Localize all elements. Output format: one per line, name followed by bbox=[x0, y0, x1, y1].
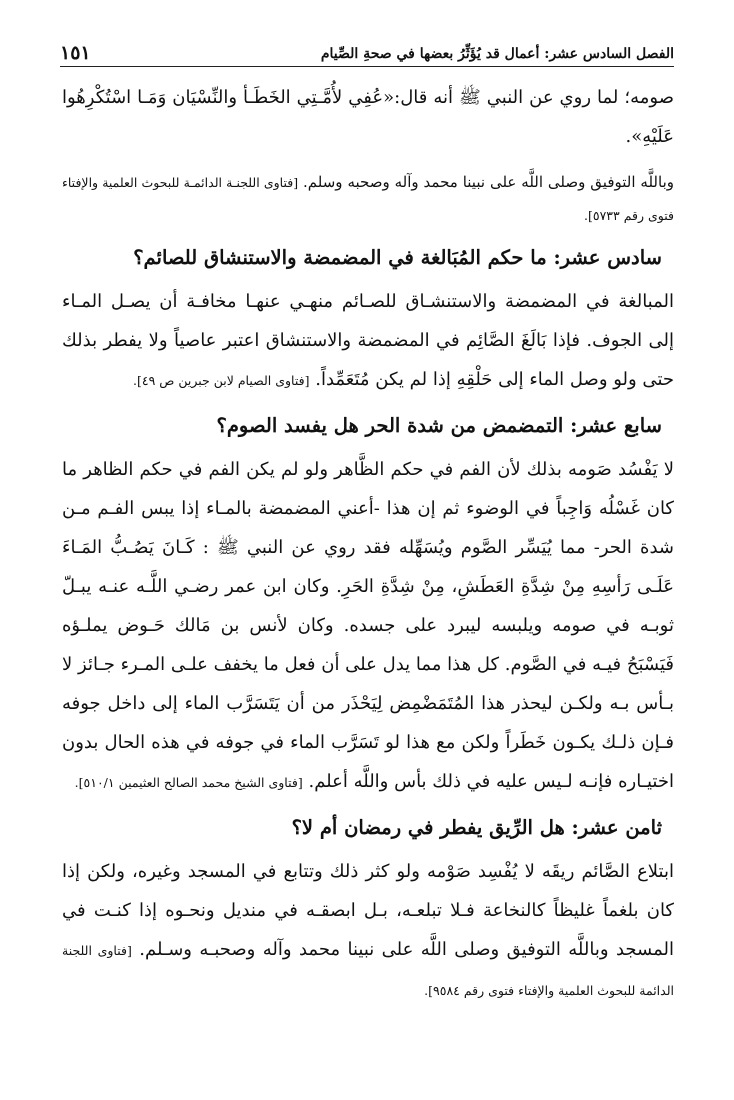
page-number: ١٥١ bbox=[60, 42, 91, 64]
paragraph-3-reference: [فتاوى الصيام لابن جبرين ص ٤٩]. bbox=[133, 373, 310, 388]
paragraph-5-reference: [فتاوى اللجنة الدائمة للبحوث العلمية والإفتاء فتوى رقم ٩٥٨٤]. bbox=[62, 943, 674, 998]
paragraph-2-reference: [فتاوى اللجنـة الدائمـة للبحوث العلمية والإفتاء فتوى رقم ٥٧٣٣]. bbox=[62, 175, 674, 223]
paragraph-4 bbox=[62, 450, 674, 802]
page-content bbox=[62, 78, 674, 1010]
heading-16: سادس عشر: ما حكم المُبَالغة في المضمضة والاستنشاق للصائم؟ bbox=[133, 246, 662, 269]
page-header bbox=[60, 30, 674, 67]
paragraph-5-text: ابتلاع الصَّائم ريقَه لا يُفْسِد صَوْمه ولو كثر ذلك وتتابع في المسجد وغيره، ولكن إذا كان بلغماً غليظاً كالنخاعة فـلا تبلعـه، بـل ابصقـه في منديل ونحـوه إذا كنـت في المسجد وباللَّه التوفيق وصلى اللَّه على نبينا محمد وآله وصحبـه وسـلم. bbox=[62, 861, 674, 960]
paragraph-2-text: وباللَّه التوفيق وصلى اللَّه على نبينا محمد وآله وصحبه وسلم. bbox=[303, 173, 674, 191]
heading-17: سابع عشر: التمضمض من شدة الحر هل يفسد الصوم؟ bbox=[216, 414, 662, 437]
paragraph-5 bbox=[62, 852, 674, 1010]
paragraph-1: صومه؛ لما روي عن النبي ﷺ أنه قال:«عُفِي لأُمَّـتِي الخَطَـأ والنِّسْيَان وَمَـا اسْتُكْرِهُوا عَلَيْهِ». bbox=[62, 87, 674, 147]
paragraph-4-text: لا يَفْسُد صَومه بذلك لأن الفم في حكم الظَّاهر ولو لم يكن الفم في حكم الظاهر ما كان غَسْلُه وَاجِباً في الوضوء ثم إن هذا -أعني المضمضة بالمـاء إذا يبس الفـم مـن شدة الحر- مما يُيَسِّر الصَّوم ويُسَهِّله فقد روي عن النبي ﷺ : كَـانَ يَصُـبُّ المَـاءَ عَلَـى رَأسِهِ مِنْ شِدَّةِ العَطَشِ، مِنْ شِدَّةِ الحَرِ. وكان ابن عمر رضـي اللَّـه عنـه يبـلّ ثوبـه في صومه ويلبسه ليبرد على جسده. وكان لأنس بن مَالك حَـوض يملـؤه فَيَسْبَحُ فيـه في الصَّوم. كل هذا مما يدل على أن فعل ما يخفف علـى المـرء جـائز لا بـأس بـه ولكـن ليحذر هذا المُتَمَضْمِض لِيَحْذَر من أن يَتَسَرَّب الماء إلى داخل جوفه فـإن ذلـك يكـون خَطَراً ولكن مع هذا لو تَسَرَّب الماء في جوفه في هذه الحال بدون اختيـاره فإنـه لـيس عليه في ذلك بأس واللَّه أعلم. bbox=[62, 459, 674, 792]
paragraph-3 bbox=[62, 282, 674, 400]
paragraph-3-text: المبالغة في المضمضة والاستنشـاق للصـائم منهـي عنهـا مخافـة أن يصـل المـاء إلى الجوف. فإذا بَالَغَ الصَّائِم في المضمضة والاستنشاق اعتبر عاصياً ولا يفطر بذلك حتى ولو وصل الماء إلى حَلْقِهِ إذا لم يكن مُتَعَمِّداً. bbox=[62, 291, 674, 390]
paragraph-2 bbox=[62, 166, 674, 232]
chapter-title: الفصل السادس عشر: أعمال قد يُؤَثِّرُ بعضها في صحةِ الصِّيام bbox=[320, 46, 674, 62]
heading-18: ثامن عشر: هل الرِّيق يفطر في رمضان أم لا؟ bbox=[291, 816, 662, 839]
paragraph-4-reference: [فتاوى الشيخ محمد الصالح العثيمين ٥١٠/١]. bbox=[74, 775, 303, 790]
